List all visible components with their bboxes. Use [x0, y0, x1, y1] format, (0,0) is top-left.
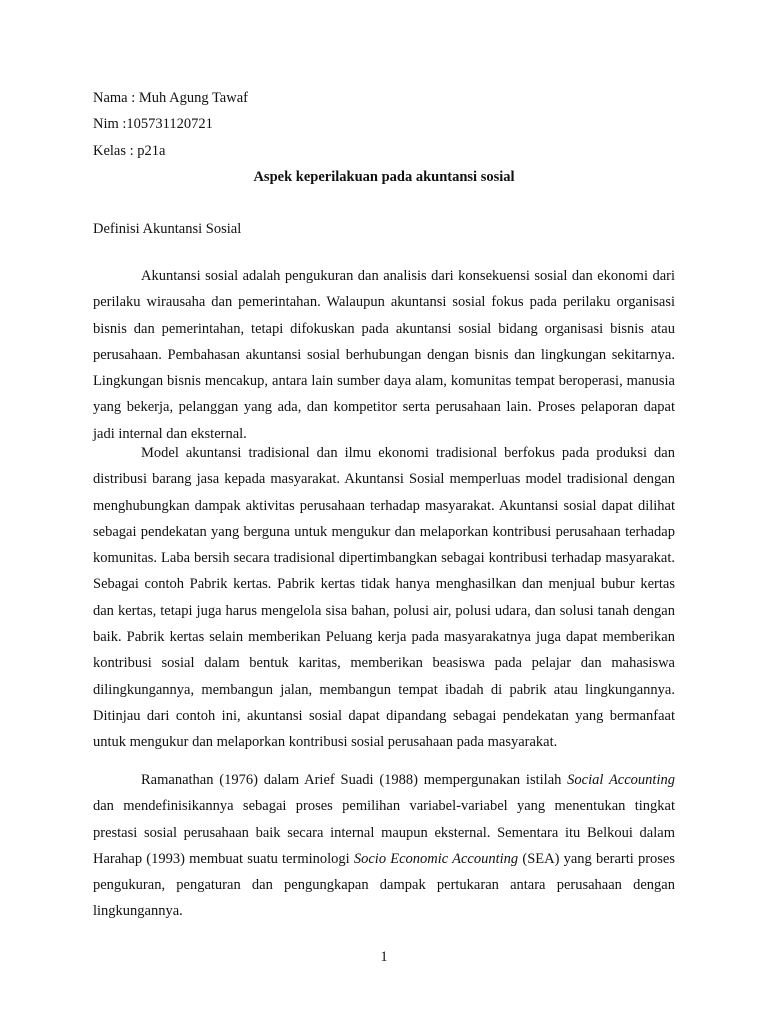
paragraph-3-part-e: (SEA) yang berarti proses pengukuran, pengaturan dan pengungkapan dampak pertukaran antara perusahaan dengan lingkungannya. [93, 850, 676, 920]
term-social-accounting: Social Accounting [567, 772, 675, 788]
paragraph-3 [93, 767, 675, 925]
paragraph-3-part-a: Ramanathan (1976) dalam Arief Suadi (1988) mempergunakan istilah [141, 772, 568, 788]
document-title: Aspek keperilakuan pada akuntansi sosial [253, 169, 515, 185]
paragraph-1: Akuntansi sosial adalah pengukuran dan analisis dari konsekuensi sosial dan ekonomi dari perilaku wirausaha dan pemerintahan. Walaupun akuntansi sosial fokus pada perilaku organisasi bisnis dan pemerintahan, tetapi difokuskan pada akuntansi sosial bidang organisasi bisnis atau perusahaan. Pembahasan akuntansi sosial berhubungan dengan bisnis dan lingkungan sekitarnya. Lingkungan bisnis mencakup, antara lain sumber daya alam, komunitas tempat beroperasi, manusia yang bekerja, pelanggan yang ada, dan kompetitor serta perusahaan lain. Proses pelaporan dapat jadi internal dan eksternal. [93, 268, 675, 442]
page-number: 1 [380, 949, 388, 965]
term-socio-economic-accounting: Socio Economic Accounting [353, 850, 519, 867]
student-nim: Nim :105731120721 [93, 116, 213, 132]
section-heading: Definisi Akuntansi Sosial [93, 221, 242, 237]
paragraph-2: Model akuntansi tradisional dan ilmu ekonomi tradisional berfokus pada produksi dan distribusi barang jasa kepada masyarakat. Akuntansi Sosial memperluas model tradisional dengan menghubungkan dampak aktivitas perusahaan terhadap masyarakat. Akuntansi sosial dapat dilihat sebagai pendekatan yang berguna untuk mengukur dan melaporkan kontribusi perusahaan terhadap komunitas. Laba bersih secara tradisional dipertimbangkan sebagai kontribusi terhadap masyarakat. Sebagai contoh Pabrik kertas. Pabrik kertas tidak hanya menghasilkan dan menjual bubur kertas dan kertas, tetapi juga harus mengelola sisa bahan, polusi air, polusi udara, dan solusi tanah dengan baik. Pabrik kertas selain memberikan Peluang kerja pada masyarakatnya juga dapat memberikan kontribusi sosial dalam bentuk karitas, memberikan beasiswa pada pelajar dan mahasiswa dilingkungannya, membangun jalan, membangun tempat ibadah di pabrik atau lingkungannya. Ditinjau dari contoh ini, akuntansi sosial dapat dipandang sebagai pendekatan yang bermanfaat untuk mengukur dan melaporkan kontribusi sosial perusahaan pada masyarakat. [93, 445, 675, 751]
student-class: Kelas : p21a [93, 143, 166, 159]
paragraph-3-part-c: dan mendefinisikannya sebagai proses pemilihan variabel-variabel yang menentukan tingkat prestasi sosial perusahaan baik secara internal maupun eksternal. Sementara itu Belkoui dalam Harahap (1993) membuat suatu terminologi [93, 798, 675, 867]
student-name: Nama : Muh Agung Tawaf [93, 90, 248, 106]
